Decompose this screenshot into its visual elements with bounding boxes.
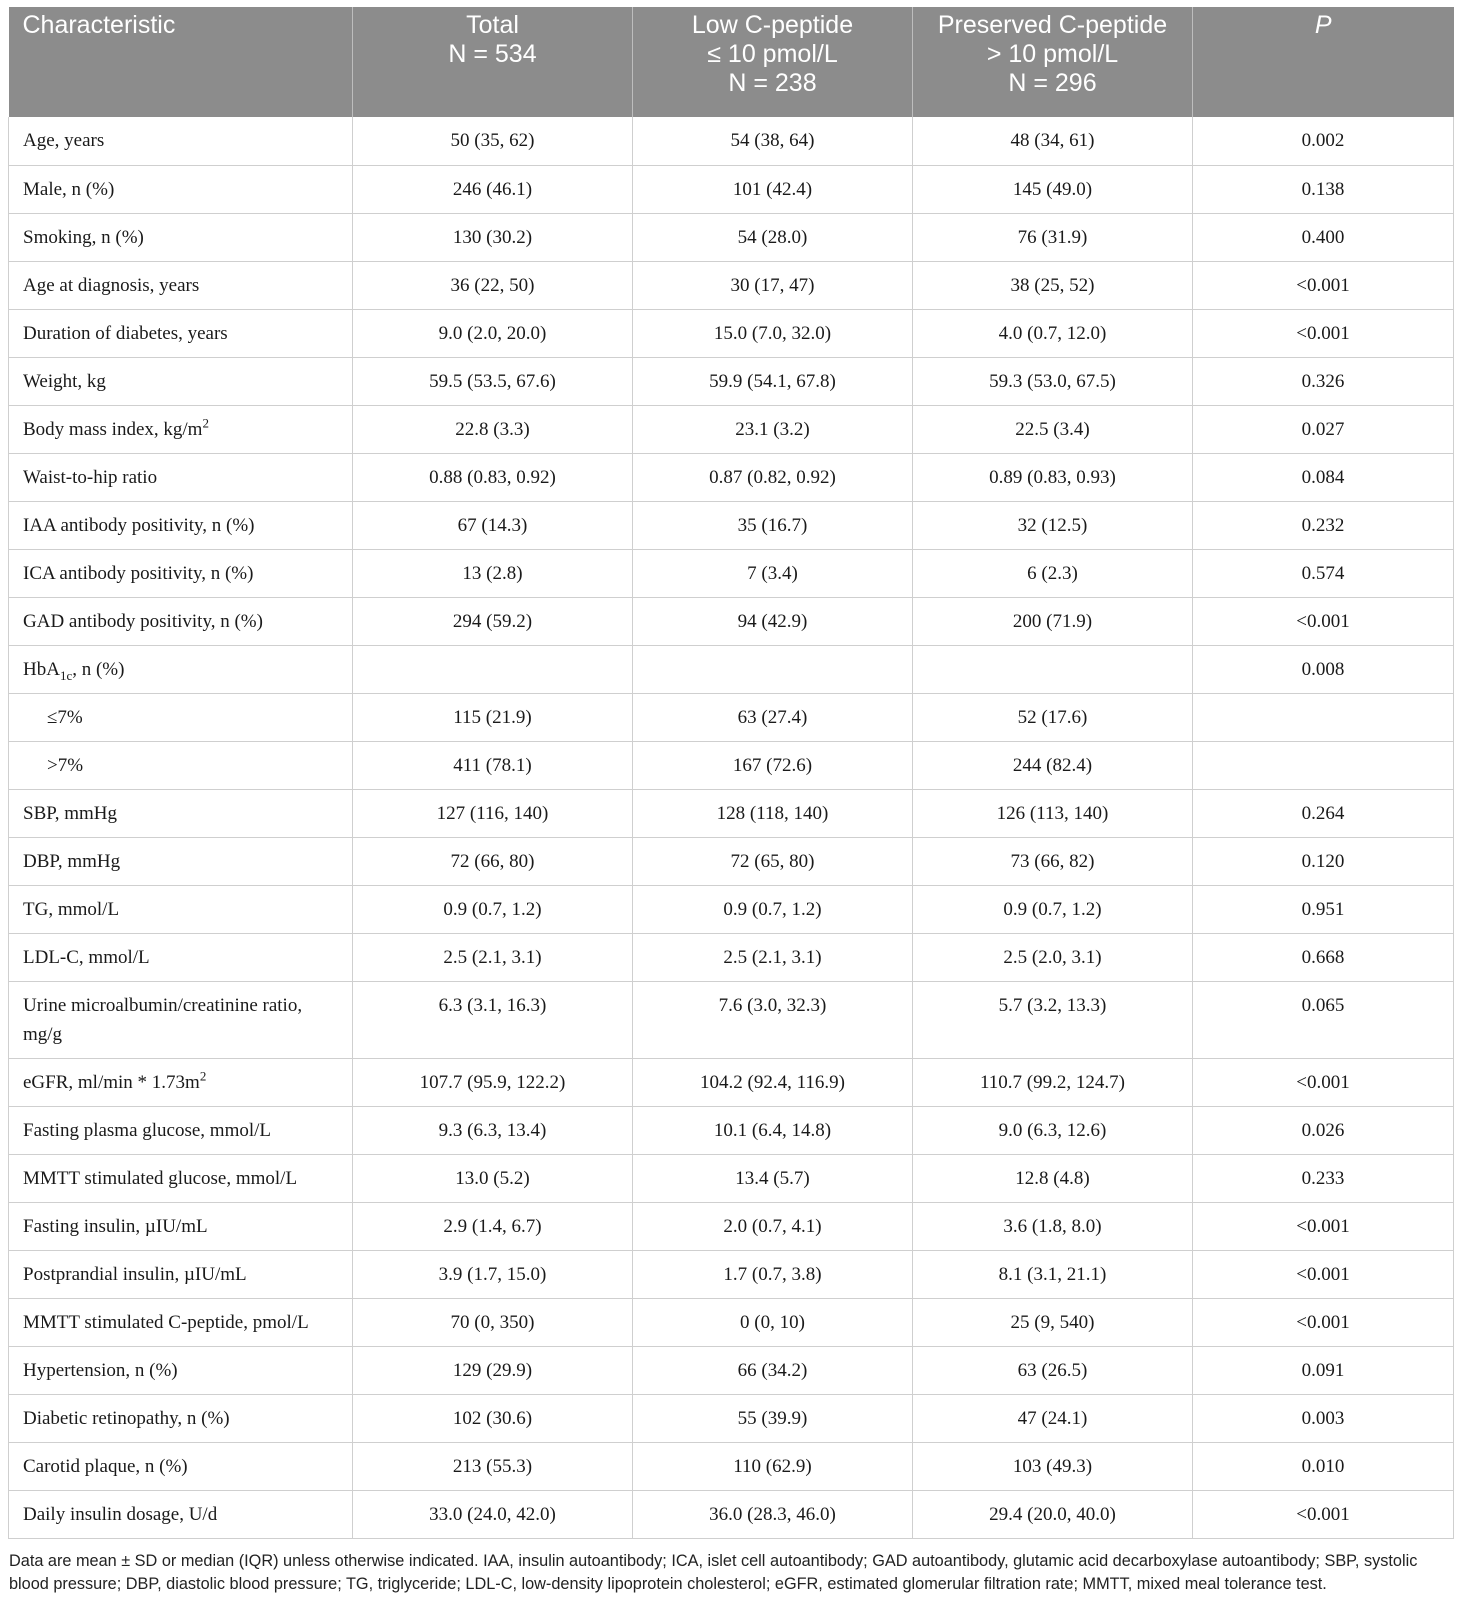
table-row: [9, 1442, 1454, 1490]
cell-preserved-c-peptide: 0.9 (0.7, 1.2): [913, 885, 1193, 933]
row-label-text: Body mass index, kg/m: [23, 418, 203, 440]
row-label-text: Postprandial insulin, µIU/mL: [23, 1263, 247, 1285]
cell-total: 129 (29.9): [353, 1346, 633, 1394]
row-label: [9, 1202, 353, 1250]
row-label-text: ≤7%: [47, 706, 83, 728]
cell-p-value: 0.091: [1193, 1346, 1454, 1394]
cell-total: 50 (35, 62): [353, 117, 633, 165]
cell-low-c-peptide: 167 (72.6): [633, 741, 913, 789]
cell-p-value: <0.001: [1193, 1202, 1454, 1250]
cell-p-value: 0.008: [1193, 645, 1454, 693]
row-label: [9, 1106, 353, 1154]
table-row: [9, 1154, 1454, 1202]
table-row: [9, 1202, 1454, 1250]
row-label: [9, 1058, 353, 1106]
table-row: [9, 261, 1454, 309]
cell-p-value: 0.668: [1193, 933, 1454, 981]
cell-p-value: 0.400: [1193, 213, 1454, 261]
cell-low-c-peptide: 2.0 (0.7, 4.1): [633, 1202, 913, 1250]
cell-p-value: 0.138: [1193, 165, 1454, 213]
cell-p-value: 0.233: [1193, 1154, 1454, 1202]
cell-preserved-c-peptide: 145 (49.0): [913, 165, 1193, 213]
cell-low-c-peptide: 55 (39.9): [633, 1394, 913, 1442]
row-label-text: Weight, kg: [23, 370, 106, 392]
cell-low-c-peptide: 110 (62.9): [633, 1442, 913, 1490]
table-row: [9, 1298, 1454, 1346]
row-label-suffix: , n (%): [72, 658, 125, 680]
cell-p-value: <0.001: [1193, 1250, 1454, 1298]
cell-low-c-peptide: 0.87 (0.82, 0.92): [633, 453, 913, 501]
cell-preserved-c-peptide: 73 (66, 82): [913, 837, 1193, 885]
row-label: [9, 693, 353, 741]
header-line: N = 238: [728, 69, 817, 97]
row-label-subscript: 1c: [59, 667, 73, 683]
cell-low-c-peptide: 54 (38, 64): [633, 117, 913, 165]
header-characteristic: [9, 7, 353, 117]
cell-total: 36 (22, 50): [353, 261, 633, 309]
cell-total: [353, 645, 633, 693]
cell-p-value: 0.326: [1193, 357, 1454, 405]
table-row: [9, 693, 1454, 741]
row-label: [9, 213, 353, 261]
table-row: [9, 453, 1454, 501]
cell-total: 411 (78.1): [353, 741, 633, 789]
cell-total: 115 (21.9): [353, 693, 633, 741]
cell-preserved-c-peptide: 76 (31.9): [913, 213, 1193, 261]
cell-total: 127 (116, 140): [353, 789, 633, 837]
row-label-text: MMTT stimulated C-peptide, pmol/L: [23, 1311, 309, 1333]
table-row: [9, 1490, 1454, 1538]
table-row: [9, 309, 1454, 357]
row-label-text: Age, years: [23, 130, 105, 151]
cell-p-value: 0.003: [1193, 1394, 1454, 1442]
header-p-value: [1193, 7, 1454, 117]
cell-p-value: 0.002: [1193, 117, 1454, 165]
cell-preserved-c-peptide: 48 (34, 61): [913, 117, 1193, 165]
row-label-text: Duration of diabetes, years: [23, 322, 228, 344]
row-label: [9, 1346, 353, 1394]
cell-preserved-c-peptide: 12.8 (4.8): [913, 1154, 1193, 1202]
row-label-superscript: 2: [202, 415, 209, 431]
cell-low-c-peptide: 54 (28.0): [633, 213, 913, 261]
row-label: [9, 405, 353, 453]
table-row: [9, 1106, 1454, 1154]
header-line: N = 534: [448, 40, 537, 68]
cell-preserved-c-peptide: 5.7 (3.2, 13.3): [913, 981, 1193, 1058]
table-row: [9, 549, 1454, 597]
table-row: [9, 213, 1454, 261]
row-label: [9, 645, 353, 693]
row-label: [9, 501, 353, 549]
cell-low-c-peptide: 36.0 (28.3, 46.0): [633, 1490, 913, 1538]
table-row: [9, 1250, 1454, 1298]
cell-p-value: 0.264: [1193, 789, 1454, 837]
cell-preserved-c-peptide: 200 (71.9): [913, 597, 1193, 645]
header-line: > 10 pmol/L: [986, 40, 1119, 68]
cell-preserved-c-peptide: 6 (2.3): [913, 549, 1193, 597]
cell-p-value: [1193, 693, 1454, 741]
cell-total: 102 (30.6): [353, 1394, 633, 1442]
cell-preserved-c-peptide: 32 (12.5): [913, 501, 1193, 549]
row-label-text: Male, n (%): [23, 178, 115, 200]
cell-preserved-c-peptide: 110.7 (99.2, 124.7): [913, 1058, 1193, 1106]
cell-total: 0.9 (0.7, 1.2): [353, 885, 633, 933]
row-label-text: Waist-to-hip ratio: [23, 466, 158, 488]
cell-total: 246 (46.1): [353, 165, 633, 213]
cell-total: 3.9 (1.7, 15.0): [353, 1250, 633, 1298]
cell-preserved-c-peptide: 4.0 (0.7, 12.0): [913, 309, 1193, 357]
table-row: [9, 405, 1454, 453]
cell-low-c-peptide: 15.0 (7.0, 32.0): [633, 309, 913, 357]
row-label-text: SBP, mmHg: [23, 802, 117, 824]
cell-low-c-peptide: 128 (118, 140): [633, 789, 913, 837]
cell-low-c-peptide: 59.9 (54.1, 67.8): [633, 357, 913, 405]
table-row: [9, 837, 1454, 885]
table-row: [9, 645, 1454, 693]
cell-low-c-peptide: 30 (17, 47): [633, 261, 913, 309]
row-label-text: Urine microalbumin/creatinine ratio, mg/g: [23, 994, 303, 1045]
row-label: [9, 165, 353, 213]
cell-p-value: [1193, 741, 1454, 789]
cell-preserved-c-peptide: 9.0 (6.3, 12.6): [913, 1106, 1193, 1154]
cell-low-c-peptide: 72 (65, 80): [633, 837, 913, 885]
table-row: [9, 1058, 1454, 1106]
row-label-text: LDL-C, mmol/L: [23, 946, 150, 968]
table-row: [9, 165, 1454, 213]
header-line: Low C-peptide: [691, 11, 854, 39]
cell-low-c-peptide: 10.1 (6.4, 14.8): [633, 1106, 913, 1154]
table-row: [9, 741, 1454, 789]
row-label: [9, 309, 353, 357]
cell-total: 213 (55.3): [353, 1442, 633, 1490]
row-label: [9, 741, 353, 789]
row-label: [9, 261, 353, 309]
table-row: [9, 597, 1454, 645]
row-label: [9, 597, 353, 645]
cell-p-value: 0.120: [1193, 837, 1454, 885]
cell-p-value: <0.001: [1193, 1058, 1454, 1106]
row-label: [9, 1394, 353, 1442]
cell-total: 9.3 (6.3, 13.4): [353, 1106, 633, 1154]
cell-low-c-peptide: 23.1 (3.2): [633, 405, 913, 453]
cell-preserved-c-peptide: 38 (25, 52): [913, 261, 1193, 309]
header-line: P: [1314, 11, 1332, 39]
row-label: [9, 789, 353, 837]
cell-preserved-c-peptide: 3.6 (1.8, 8.0): [913, 1202, 1193, 1250]
cell-preserved-c-peptide: 244 (82.4): [913, 741, 1193, 789]
table-row: [9, 1346, 1454, 1394]
cell-p-value: 0.084: [1193, 453, 1454, 501]
cell-p-value: <0.001: [1193, 597, 1454, 645]
row-label-text: >7%: [47, 754, 84, 776]
header-line: ≤ 10 pmol/L: [707, 40, 838, 68]
cell-p-value: 0.574: [1193, 549, 1454, 597]
row-label: [9, 549, 353, 597]
table-row: [9, 981, 1454, 1058]
row-label-text: Carotid plaque, n (%): [23, 1455, 188, 1477]
cell-preserved-c-peptide: 22.5 (3.4): [913, 405, 1193, 453]
cell-p-value: 0.951: [1193, 885, 1454, 933]
cell-p-value: <0.001: [1193, 309, 1454, 357]
table-row: [9, 933, 1454, 981]
header-line: Preserved C-peptide: [937, 11, 1168, 39]
cell-low-c-peptide: 7.6 (3.0, 32.3): [633, 981, 913, 1058]
row-label-text: TG, mmol/L: [23, 898, 120, 920]
cell-low-c-peptide: 13.4 (5.7): [633, 1154, 913, 1202]
row-label-text: IAA antibody positivity, n (%): [23, 514, 255, 536]
row-label: [9, 837, 353, 885]
cell-total: 72 (66, 80): [353, 837, 633, 885]
cell-low-c-peptide: 0.9 (0.7, 1.2): [633, 885, 913, 933]
table-container: [8, 7, 1453, 1596]
characteristics-table: [8, 7, 1454, 1539]
row-label: [9, 1490, 353, 1538]
cell-total: 294 (59.2): [353, 597, 633, 645]
row-label-superscript: 2: [199, 1068, 207, 1084]
cell-low-c-peptide: 1.7 (0.7, 3.8): [633, 1250, 913, 1298]
cell-preserved-c-peptide: 2.5 (2.0, 3.1): [913, 933, 1193, 981]
cell-total: 107.7 (95.9, 122.2): [353, 1058, 633, 1106]
cell-preserved-c-peptide: 0.89 (0.83, 0.93): [913, 453, 1193, 501]
row-label: [9, 1298, 353, 1346]
cell-low-c-peptide: 63 (27.4): [633, 693, 913, 741]
table-footnote: Data are mean ± SD or median (IQR) unless otherwise indicated. IAA, insulin autoantibody; ICA, islet cell autoantibody; GAD autoantibody, glutamic acid decarboxylase autoantibody; SBP, systolic blood pressure; DBP, diastolic blood pressure; TG, triglyceride; LDL-C, low-density lipoprotein cholesterol; eGFR, estimated glomerular filtration rate; MMTT, mixed meal tolerance test.: [9, 1551, 1418, 1593]
cell-p-value: <0.001: [1193, 1490, 1454, 1538]
row-label: [9, 933, 353, 981]
cell-total: 2.5 (2.1, 3.1): [353, 933, 633, 981]
cell-preserved-c-peptide: 25 (9, 540): [913, 1298, 1193, 1346]
row-label-text: Daily insulin dosage, U/d: [23, 1503, 218, 1525]
cell-total: 67 (14.3): [353, 501, 633, 549]
cell-p-value: 0.026: [1193, 1106, 1454, 1154]
cell-preserved-c-peptide: 63 (26.5): [913, 1346, 1193, 1394]
row-label-text: eGFR, ml/min * 1.73m: [23, 1071, 200, 1093]
cell-p-value: 0.065: [1193, 981, 1454, 1058]
table-row: [9, 357, 1454, 405]
cell-preserved-c-peptide: [913, 645, 1193, 693]
cell-low-c-peptide: 104.2 (92.4, 116.9): [633, 1058, 913, 1106]
cell-total: 0.88 (0.83, 0.92): [353, 453, 633, 501]
row-label-text: DBP, mmHg: [23, 850, 121, 872]
header-low-c-peptide: [633, 7, 913, 117]
cell-preserved-c-peptide: 126 (113, 140): [913, 789, 1193, 837]
cell-p-value: 0.027: [1193, 405, 1454, 453]
row-label: [9, 117, 353, 165]
row-label: [9, 1250, 353, 1298]
table-header: [9, 7, 1454, 117]
cell-p-value: <0.001: [1193, 261, 1454, 309]
row-label: [9, 1442, 353, 1490]
row-label-text: HbA: [23, 658, 60, 680]
table-row: [9, 885, 1454, 933]
cell-preserved-c-peptide: 8.1 (3.1, 21.1): [913, 1250, 1193, 1298]
header-line: Characteristic: [22, 11, 176, 39]
cell-preserved-c-peptide: 103 (49.3): [913, 1442, 1193, 1490]
row-label-text: Smoking, n (%): [23, 226, 144, 248]
row-label: [9, 885, 353, 933]
cell-total: 130 (30.2): [353, 213, 633, 261]
table-body: [9, 117, 1454, 1538]
cell-p-value: 0.010: [1193, 1442, 1454, 1490]
row-label: [9, 357, 353, 405]
cell-low-c-peptide: 0 (0, 10): [633, 1298, 913, 1346]
row-label: [9, 981, 353, 1058]
table-row: [9, 789, 1454, 837]
cell-total: 9.0 (2.0, 20.0): [353, 309, 633, 357]
cell-total: 6.3 (3.1, 16.3): [353, 981, 633, 1058]
header-line: Total: [466, 11, 519, 39]
cell-p-value: 0.232: [1193, 501, 1454, 549]
row-label-text: ICA antibody positivity, n (%): [23, 562, 254, 584]
cell-total: 13 (2.8): [353, 549, 633, 597]
cell-total: 13.0 (5.2): [353, 1154, 633, 1202]
cell-preserved-c-peptide: 52 (17.6): [913, 693, 1193, 741]
header-total: [353, 7, 633, 117]
cell-low-c-peptide: 94 (42.9): [633, 597, 913, 645]
header-line: N = 296: [1008, 69, 1097, 97]
row-label-text: MMTT stimulated glucose, mmol/L: [23, 1167, 298, 1189]
row-label-text: Age at diagnosis, years: [23, 274, 200, 296]
table-row: [9, 1394, 1454, 1442]
row-label-text: Fasting insulin, µIU/mL: [23, 1215, 208, 1237]
cell-low-c-peptide: 101 (42.4): [633, 165, 913, 213]
cell-total: 59.5 (53.5, 67.6): [353, 357, 633, 405]
row-label-text: Fasting plasma glucose, mmol/L: [23, 1119, 272, 1141]
cell-total: 22.8 (3.3): [353, 405, 633, 453]
cell-total: 2.9 (1.4, 6.7): [353, 1202, 633, 1250]
cell-p-value: <0.001: [1193, 1298, 1454, 1346]
cell-total: 70 (0, 350): [353, 1298, 633, 1346]
table-row: [9, 117, 1454, 165]
row-label: [9, 1154, 353, 1202]
cell-low-c-peptide: 2.5 (2.1, 3.1): [633, 933, 913, 981]
row-label: [9, 453, 353, 501]
header-preserved-c-peptide: [913, 7, 1193, 117]
cell-preserved-c-peptide: 47 (24.1): [913, 1394, 1193, 1442]
cell-total: 33.0 (24.0, 42.0): [353, 1490, 633, 1538]
row-label-text: Hypertension, n (%): [23, 1359, 178, 1381]
row-label-text: GAD antibody positivity, n (%): [23, 610, 263, 632]
cell-low-c-peptide: 66 (34.2): [633, 1346, 913, 1394]
cell-preserved-c-peptide: 29.4 (20.0, 40.0): [913, 1490, 1193, 1538]
cell-low-c-peptide: 7 (3.4): [633, 549, 913, 597]
header-row: [9, 7, 1454, 117]
cell-preserved-c-peptide: 59.3 (53.0, 67.5): [913, 357, 1193, 405]
cell-low-c-peptide: [633, 645, 913, 693]
table-row: [9, 501, 1454, 549]
cell-low-c-peptide: 35 (16.7): [633, 501, 913, 549]
row-label-text: Diabetic retinopathy, n (%): [23, 1407, 230, 1429]
